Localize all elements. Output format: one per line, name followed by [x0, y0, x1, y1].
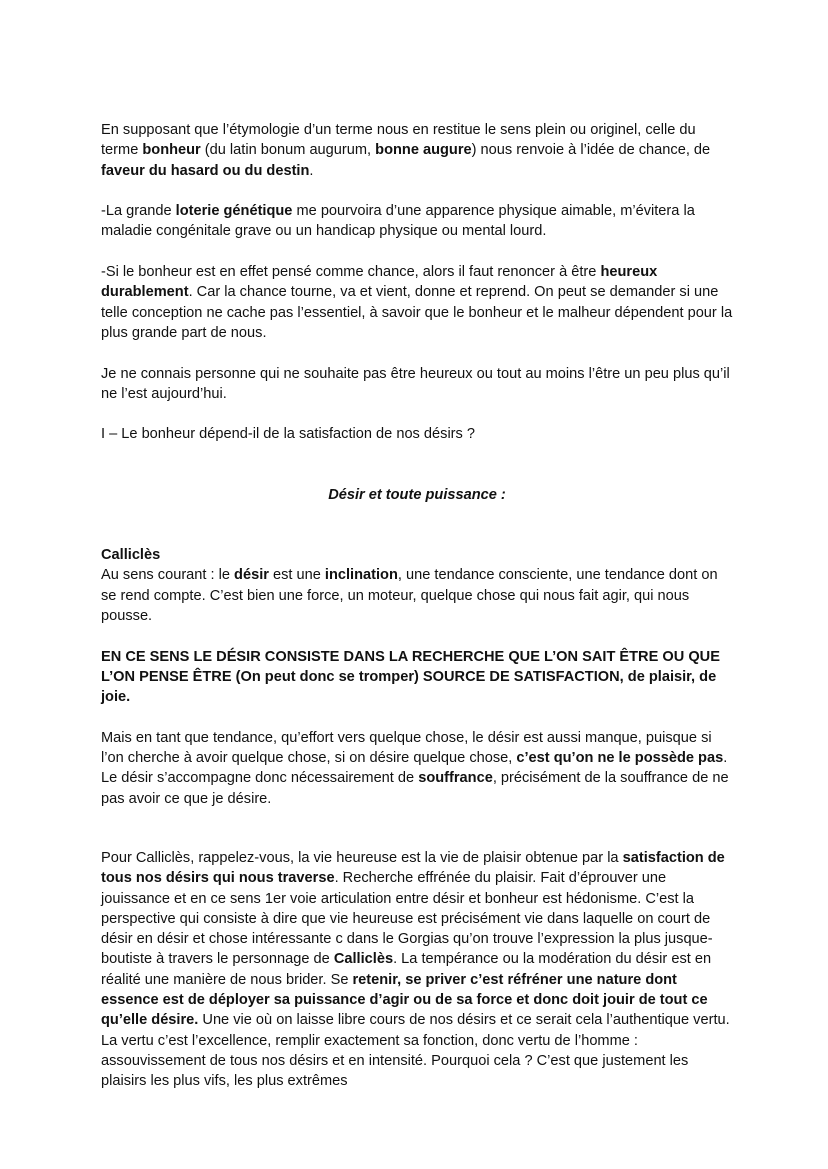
paragraph [101, 728, 733, 809]
text: (du latin bonum augurum, [200, 142, 376, 159]
text: , une tendance consciente, une tendance dont on se rend compte. C’est bien une force, un moteur, quelque chose qui nous fait agir, qui nous pousse. [101, 567, 718, 624]
text: . Recherche effrénée du plaisir. Fait d’éprouver une jouissance et en ce sens 1er voie articulation entre désir et bonheur est hédonisme. C’est la perspective qui consiste à dire que vie heureuse est précisément vie dans laquelle on court de désir en désir et chose intéressante c dans le Gorgias qu’on trouve l’expression la plus jusque-boutiste à travers le personnage de [101, 870, 713, 968]
text: me pourvoira d’une apparence physique aimable, m’évitera la maladie congénitale grave ou un handicap physique ou mental lourd. [101, 203, 695, 240]
bold-text: Calliclès [101, 547, 161, 564]
text: Au sens courant : le [101, 567, 235, 584]
paragraph [101, 485, 733, 505]
bold-text: heureux durablement [101, 264, 658, 301]
text: I – Le bonheur dépend-il de la satisfaction de nos désirs ? [101, 426, 476, 443]
bold-text: désir [234, 567, 269, 584]
bold-text: faveur du hasard ou du destin [101, 162, 310, 179]
paragraph [101, 120, 733, 181]
paragraph [101, 545, 733, 626]
paragraph [101, 848, 733, 1092]
document-page [101, 120, 733, 1112]
text: Pour Calliclès, rappelez-vous, la vie heureuse est la vie de plaisir obtenue par la [101, 849, 623, 866]
paragraph [101, 424, 733, 444]
text: -Si le bonheur est en effet pensé comme chance, alors il faut renoncer à être [101, 264, 601, 281]
text: -La grande [101, 203, 176, 220]
text: . Le désir s’accompagne donc nécessairement de [101, 750, 728, 787]
paragraph [101, 364, 733, 405]
bold-text: inclination [324, 567, 398, 584]
bold-text: bonne augure [375, 142, 472, 159]
text: Mais en tant que tendance, qu’effort vers quelque chose, le désir est aussi manque, puisque si l’on cherche à avoir quelque chose, si on désire quelque chose, [101, 729, 712, 767]
text: En supposant que l’étymologie d’un terme nous en restitue le sens plein ou originel, celle du terme [101, 122, 696, 159]
text: . La tempérance ou la modération du désir est en réalité une manière de nous brider. Se [101, 951, 712, 988]
text: est une [268, 567, 325, 584]
text: ) nous renvoie à l’idée de chance, de [471, 142, 711, 159]
text: . [309, 162, 314, 179]
text: Une vie où on laisse libre cours de nos désirs et ce serait cela l’authentique vertu. La vertu c’est l’excellence, remplir exactement sa fonction, donc vertu de l’homme : assouvissement de tous nos désirs et en intensité. Pourquoi cela ? C’est que justement les plaisirs les plus vifs, les plus extrêmes [101, 1012, 730, 1090]
paragraph [101, 201, 733, 242]
bold-text: loterie génétique [175, 203, 293, 220]
bold-text: EN CE SENS LE DÉSIR CONSISTE DANS LA RECHERCHE QUE L’ON SAIT ÊTRE OU QUE L’ON PENSE ÊTRE (On peut donc se tromper) SOURCE DE SATISFACTION, de plaisir, de joie. [101, 648, 720, 706]
text: , précisément de la souffrance de ne pas avoir ce que je désire. [101, 770, 729, 807]
bold-text: retenir, se priver c’est réfréner une nature dont essence est de déployer sa puissance d’agir ou de sa force et donc doit jouir de tout ce qu’elle désire. [101, 971, 708, 1029]
paragraph [101, 647, 733, 708]
paragraph [101, 262, 733, 343]
bold-text: satisfaction de tous nos désirs qui nous traverse [101, 849, 725, 887]
text: . Car la chance tourne, va et vient, donne et reprend. On peut se demander si une telle conception ne cache pas l’essentiel, à savoir que le bonheur et le malheur dépendent pour la plus grande part de nous. [101, 284, 733, 341]
bold-text: souffrance [418, 770, 493, 787]
bold-text: Calliclès [333, 951, 394, 968]
text: Je ne connais personne qui ne souhaite pas être heureux ou tout au moins l’être un peu plus qu’il ne l’est aujourd’hui. [101, 365, 730, 402]
bold-text: bonheur [142, 142, 201, 159]
bold-text: c’est qu’on ne le possède pas [516, 750, 724, 767]
text: Désir et toute puissance : [328, 486, 506, 503]
